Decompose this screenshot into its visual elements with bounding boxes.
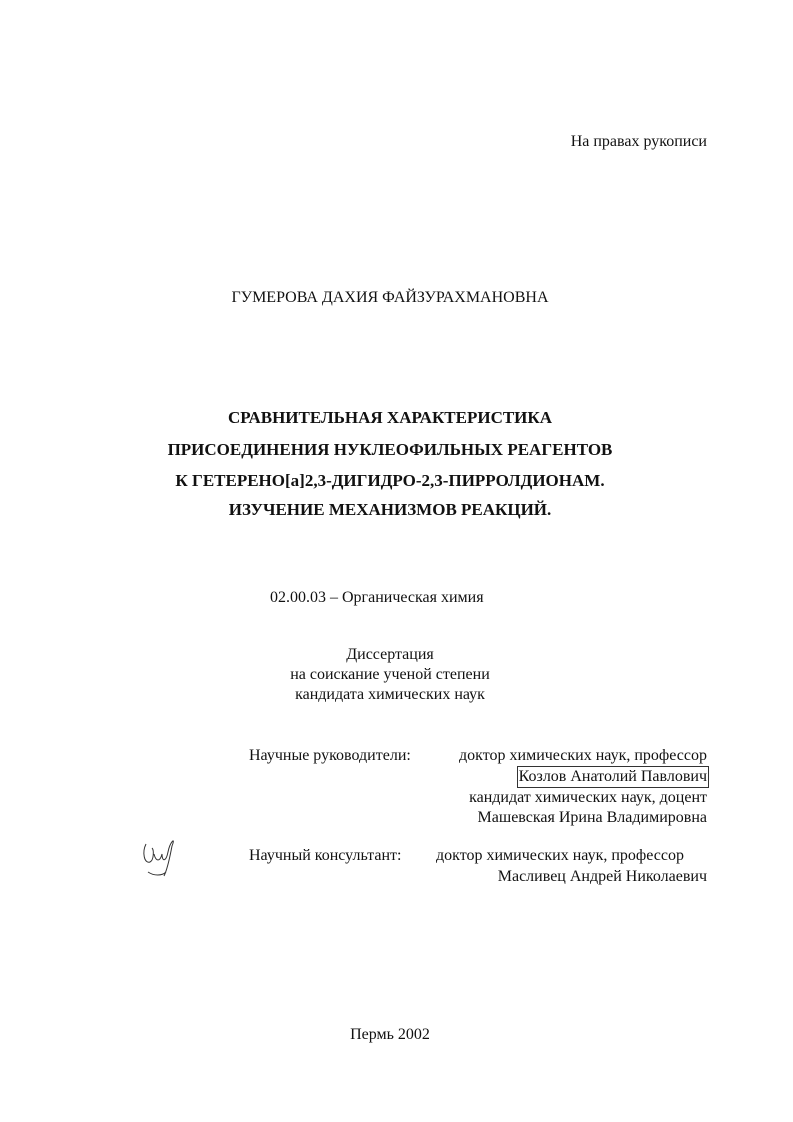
supervisor-line: кандидат химических наук, доцент bbox=[469, 789, 707, 806]
supervisor-line: Козлов Анатолий Павлович bbox=[518, 768, 707, 785]
supervisor-line: доктор химических наук, профессор bbox=[459, 747, 707, 764]
degree-line: кандидата химических наук bbox=[295, 686, 485, 703]
title-line: СРАВНИТЕЛЬНАЯ ХАРАКТЕРИСТИКА bbox=[227, 408, 553, 427]
consultant-line: доктор химических наук, профессор bbox=[436, 847, 684, 864]
supervisor-line: Машевская Ирина Владимировна bbox=[477, 809, 707, 826]
specialty: 02.00.03 – Органическая химия bbox=[270, 589, 484, 606]
consultant-label: Научный консультант: bbox=[249, 847, 402, 864]
manuscript-rights-note: На правах рукописи bbox=[570, 133, 707, 150]
title-line: К ГЕТЕРЕНО[а]2,3-ДИГИДРО-2,3-ПИРРОЛДИОНАМ. bbox=[175, 471, 605, 490]
degree-line: Диссертация bbox=[346, 646, 434, 663]
city-year: Пермь 2002 bbox=[350, 1026, 430, 1043]
degree-line: на соискание ученой степени bbox=[290, 666, 490, 683]
consultant-line: Масливец Андрей Николаевич bbox=[497, 868, 707, 885]
supervisors-label: Научные руководители: bbox=[249, 747, 411, 764]
title-line: ПРИСОЕДИНЕНИЯ НУКЛЕОФИЛЬНЫХ РЕАГЕНТОВ bbox=[167, 440, 613, 459]
handwritten-signature bbox=[140, 832, 180, 882]
author-name: ГУМЕРОВА ДАХИЯ ФАЙЗУРАХМАНОВНА bbox=[231, 289, 549, 306]
title-line: ИЗУЧЕНИЕ МЕХАНИЗМОВ РЕАКЦИЙ. bbox=[228, 500, 552, 519]
